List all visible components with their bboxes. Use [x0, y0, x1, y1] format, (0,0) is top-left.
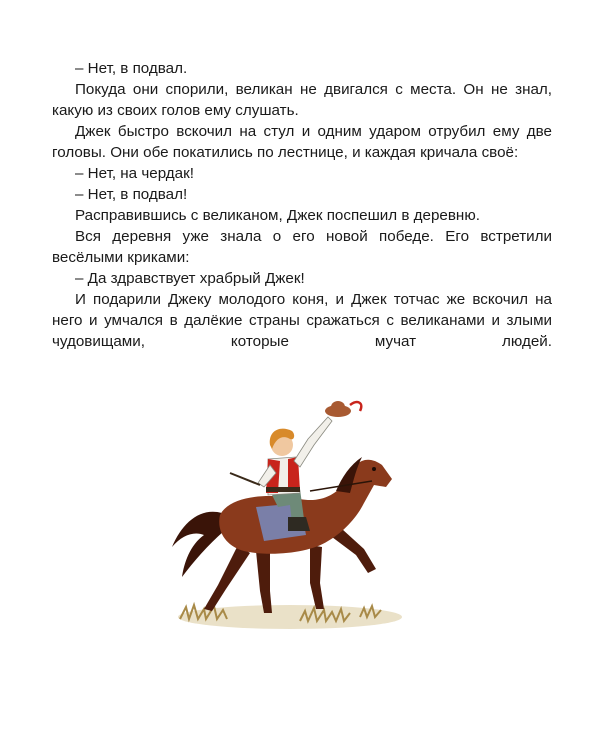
paragraph-3: Джек быстро вскочил на стул и одним ударом отрубил ему две головы. Они обе покатились по лестнице, и каждая кричала своё: — [52, 123, 552, 161]
rider-stick — [230, 473, 260, 485]
paragraph-8: – Да здравствует храбрый Джек! — [75, 270, 305, 287]
hat-in-hand — [325, 401, 361, 417]
paragraph-2: Покуда они спорили, великан не двигался с места. Он не знал, какую из своих голов ему слушать. — [52, 81, 552, 119]
paragraph-4: – Нет, на чердак! — [75, 165, 194, 182]
horse-body — [219, 460, 392, 554]
jack-on-horse-illustration — [160, 395, 420, 655]
paragraph-7: Вся деревня уже знала о его новой победе. Его встретили весёлыми криками: — [52, 228, 552, 266]
paragraph-6: Расправившись с великаном, Джек поспешил в деревню. — [75, 207, 480, 224]
paragraph-1: – Нет, в подвал. — [75, 60, 188, 77]
horse-eye — [372, 467, 376, 471]
paragraph-9: И подарили Джеку молодого коня, и Джек тотчас же вскочил на него и умчался в далёкие страны сражаться с великанами и злыми чудовищами, которые мучат людей. — [52, 291, 552, 350]
paragraph-5: – Нет, в подвал! — [75, 186, 188, 203]
horse-tail — [172, 512, 224, 577]
rider-raised-arm — [294, 417, 332, 467]
story-text — [52, 58, 552, 352]
rider-belt — [266, 487, 300, 492]
